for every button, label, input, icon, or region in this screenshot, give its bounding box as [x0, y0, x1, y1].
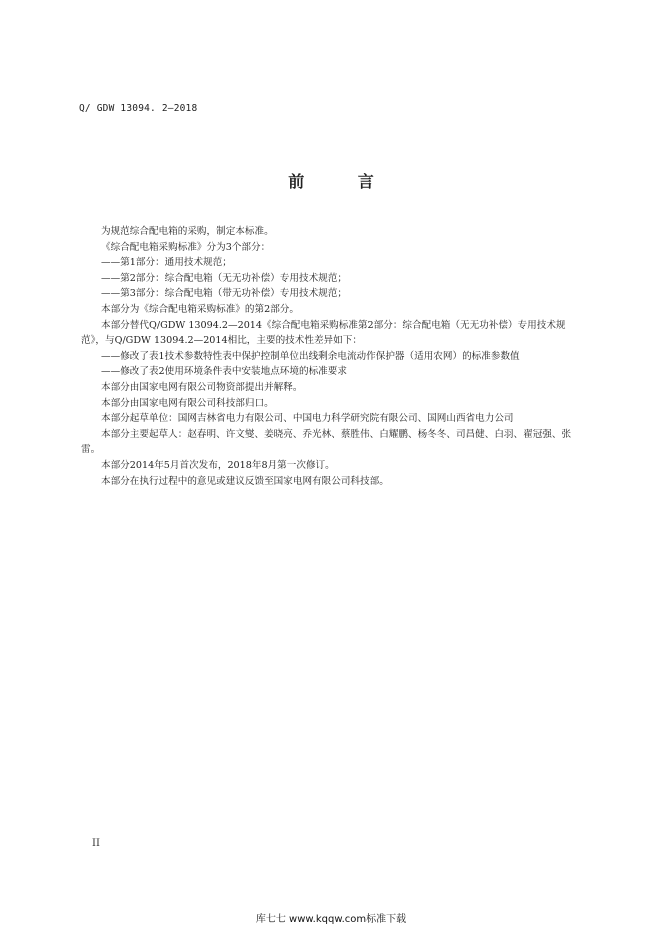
paragraph: 本部分为《综合配电箱采购标准》的第2部分。: [101, 303, 299, 315]
footer-watermark: 库七七 www.kqqw.com标准下载: [255, 914, 407, 925]
list-item: ——第2部分：综合配电箱（无无功补偿）专用技术规范；: [101, 272, 347, 284]
list-item: ——第3部分：综合配电箱（带无功补偿）专用技术规范；: [101, 288, 347, 300]
paragraph: 本部分起草单位：国网吉林省电力有限公司、中国电力科学研究院有限公司、国网山西省电力公司: [101, 413, 514, 425]
foreword-body: [81, 224, 575, 489]
list-item: ——第1部分：通用技术规范；: [101, 257, 232, 269]
list-item: ——修改了表2使用环境条件表中安装地点环境的标准要求: [101, 366, 347, 378]
paragraph: 本部分由国家电网有限公司物资部提出并解释。: [101, 381, 303, 393]
page-title: 前 言: [288, 172, 398, 191]
paragraph: 本部分替代Q/GDW 13094.2—2014《综合配电箱采购标准第2部分：综合配电箱（无无功补偿）专用技术规范》，与Q/GDW 13094.2—2014相比，主要的技术性差异如下：: [81, 319, 566, 347]
paragraph: 为规范综合配电箱的采购，制定本标准。: [101, 226, 274, 237]
paragraph: 本部分2014年5月首次发布，2018年8月第一次修订。: [101, 459, 335, 471]
document-code: Q/ GDW 13094. 2—2018: [79, 103, 198, 114]
paragraph: 本部分由国家电网有限公司科技部归口。: [101, 397, 274, 409]
page-number: II: [92, 838, 100, 849]
paragraph: 本部分主要起草人：赵春明、许文燮、姜晓亮、乔光林、蔡胜伟、白耀鹏、杨冬冬、司昌健、白羽、翟冠强、张雷。: [81, 428, 572, 456]
list-item: ——修改了表1技术参数特性表中保护控制单位出线剩余电流动作保护器（适用农网）的标准参数值: [101, 350, 520, 362]
paragraph: 本部分在执行过程中的意见或建议反馈至国家电网有限公司科技部。: [101, 475, 389, 487]
paragraph: 《综合配电箱采购标准》分为3个部分：: [101, 241, 271, 253]
